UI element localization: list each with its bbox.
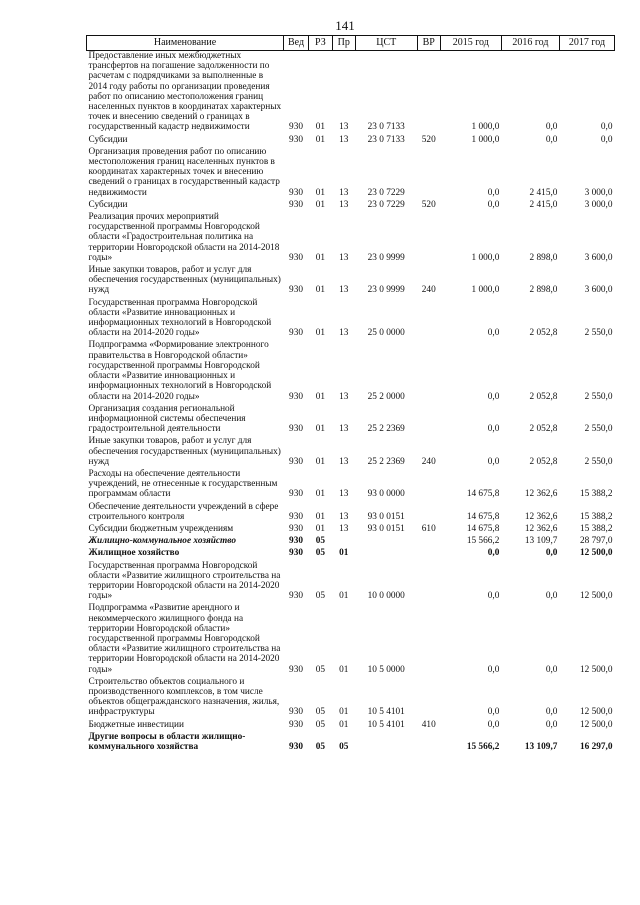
table-cell-pr: 13 xyxy=(339,285,349,296)
table-cell-vr: 410 xyxy=(421,719,436,730)
table-row xyxy=(87,147,615,200)
header-cst: ЦСТ xyxy=(355,36,417,51)
table-cell-cst: 23 0 9999 xyxy=(367,285,405,296)
table-row xyxy=(87,732,615,754)
table-cell-rz: 01 xyxy=(315,489,326,500)
header-rz: РЗ xyxy=(308,36,332,51)
table-cell-ved: 930 xyxy=(289,707,303,718)
table-cell-ved: 930 xyxy=(289,252,303,263)
table-cell-2016: 12 362,6 xyxy=(524,511,558,522)
table-cell-ved: 930 xyxy=(289,591,303,602)
table-cell-2015: 1 000,0 xyxy=(471,122,500,133)
table-cell-ved: 930 xyxy=(289,523,303,534)
table-cell-pr: 01 xyxy=(339,719,349,730)
table-cell-2017: 3 600,0 xyxy=(584,285,613,296)
table-cell-rz: 01 xyxy=(315,328,326,339)
table-cell-cst: 25 2 0000 xyxy=(367,391,405,402)
table-cell-pr: 13 xyxy=(339,328,349,339)
table-row xyxy=(87,436,615,469)
table-cell-2016: 12 362,6 xyxy=(524,489,558,500)
table-cell-cst: 93 0 0151 xyxy=(367,523,405,534)
budget-table xyxy=(86,35,615,754)
table-cell-2015: 15 566,2 xyxy=(466,536,500,547)
table-cell-pr: 13 xyxy=(339,511,349,522)
table-cell-2017: 15 388,2 xyxy=(579,489,613,500)
table-cell-vr xyxy=(417,603,440,676)
table-cell-pr xyxy=(332,536,355,548)
table-cell-cst xyxy=(355,548,417,560)
table-cell-rz: 05 xyxy=(315,664,326,675)
table-row xyxy=(87,548,615,560)
table-cell-2017: 3 000,0 xyxy=(584,187,613,198)
table-cell-2017: 0,0 xyxy=(600,122,613,133)
table-cell-2015: 0,0 xyxy=(487,391,500,402)
table-cell-pr: 05 xyxy=(339,742,349,752)
table-cell-name: Организация создания региональной информационной системы обеспечения градостроительной деятельности xyxy=(88,403,246,435)
table-cell-ved: 930 xyxy=(289,511,303,522)
table-cell-ved: 930 xyxy=(289,424,303,435)
table-cell-pr: 13 xyxy=(339,456,349,467)
header-name: Наименование xyxy=(87,36,284,51)
table-cell-pr: 01 xyxy=(339,664,349,675)
table-cell-2015: 0,0 xyxy=(487,719,500,730)
table-cell-rz: 01 xyxy=(315,134,326,145)
table-cell-2017: 12 500,0 xyxy=(579,591,613,602)
table-row xyxy=(87,51,615,135)
table-cell-2015: 0,0 xyxy=(487,424,500,435)
table-cell-2016: 2 052,8 xyxy=(529,456,558,467)
table-cell-name: Предоставление иных межбюджетных трансфертов на погашение задолженности по расчетам с подрядчиками за выполненные в 2014 году работы по организации проведения работ по описанию местоположения границ населенных пунктов в координатах характерных точек и внесению сведений о границах в государственный кадастр недвижимости xyxy=(88,51,282,133)
table-cell-2016: 0,0 xyxy=(545,548,558,559)
table-cell-ved: 930 xyxy=(289,742,303,752)
table-cell-pr: 13 xyxy=(339,252,349,263)
table-cell-vr: 520 xyxy=(421,199,436,210)
table-cell-name: Иные закупки товаров, работ и услуг для обеспечения государственных (муниципальных) нужд xyxy=(88,436,281,467)
table-cell-vr xyxy=(417,536,440,548)
page-number: 141 xyxy=(335,18,355,33)
table-row xyxy=(87,561,615,604)
table-cell-rz: 01 xyxy=(315,511,326,522)
table-cell-name: Расходы на обеспечение деятельности учреждений, не отнесенные к государственным программам области xyxy=(88,468,278,500)
table-cell-pr: 13 xyxy=(339,391,349,402)
table-cell-ved: 930 xyxy=(289,664,303,675)
table-cell-vr xyxy=(417,298,440,341)
table-header-row xyxy=(87,36,615,51)
table-cell-2016: 0,0 xyxy=(545,591,558,602)
table-cell-2017: 0,0 xyxy=(600,134,613,145)
table-cell-rz: 05 xyxy=(315,536,326,547)
table-cell-2015: 1 000,0 xyxy=(471,252,500,263)
table-cell-2016: 0,0 xyxy=(545,664,558,675)
table-cell-rz: 01 xyxy=(315,199,326,210)
table-row xyxy=(87,135,615,147)
table-cell-name: Обеспечение деятельности учреждений в сфере строительного контроля xyxy=(88,501,279,522)
table-cell-vr xyxy=(417,732,440,754)
table-cell-ved: 930 xyxy=(289,285,303,296)
table-cell-rz: 01 xyxy=(315,456,326,467)
header-2017: 2017 год xyxy=(559,36,614,51)
table-cell-vr: 240 xyxy=(421,285,436,296)
table-cell-2016: 12 362,6 xyxy=(524,523,558,534)
table-cell-2017: 15 388,2 xyxy=(579,523,613,534)
table-cell-name: Жилищное хозяйство xyxy=(88,548,180,559)
header-2015: 2015 год xyxy=(440,36,501,51)
table-cell-cst: 93 0 0000 xyxy=(367,489,405,500)
table-cell-name: Субсидии xyxy=(88,199,128,210)
table-cell-vr xyxy=(417,561,440,604)
table-row xyxy=(87,404,615,437)
table-cell-name: Иные закупки товаров, работ и услуг для обеспечения государственных (муниципальных) нужд xyxy=(88,265,281,296)
table-row xyxy=(87,200,615,212)
table-cell-ved: 930 xyxy=(289,456,303,467)
table-cell-2016: 2 052,8 xyxy=(529,328,558,339)
table-cell-name: Организация проведения работ по описанию местоположения границ населенных пунктов в координатах характерных точек и внесению сведений о границах в государственный кадастр недвижимости xyxy=(88,146,280,198)
table-cell-name: Другие вопросы в области жилищно-коммунального хозяйства xyxy=(88,731,246,752)
table-cell-2017: 12 500,0 xyxy=(579,664,613,675)
table-cell-vr xyxy=(417,340,440,403)
table-row xyxy=(87,536,615,548)
table-cell-vr: 240 xyxy=(421,456,436,467)
table-row xyxy=(87,502,615,524)
table-cell-2015: 0,0 xyxy=(487,328,500,339)
table-cell-cst: 10 5 4101 xyxy=(367,707,405,718)
table-cell-2015: 0,0 xyxy=(487,707,500,718)
header-pr: Пр xyxy=(332,36,355,51)
table-cell-vr xyxy=(417,502,440,524)
table-cell-cst: 23 0 9999 xyxy=(367,252,405,263)
table-cell-2017: 12 500,0 xyxy=(579,707,613,718)
table-cell-2015: 0,0 xyxy=(487,664,500,675)
table-cell-2016: 0,0 xyxy=(545,719,558,730)
table-row xyxy=(87,603,615,676)
table-cell-2017: 28 797,0 xyxy=(579,536,613,547)
table-cell-rz: 01 xyxy=(315,122,326,133)
table-cell-2016: 2 415,0 xyxy=(529,199,558,210)
table-cell-pr: 13 xyxy=(339,199,349,210)
table-cell-cst: 23 0 7133 xyxy=(367,122,405,133)
table-cell-vr xyxy=(417,147,440,200)
table-cell-2015: 0,0 xyxy=(487,199,500,210)
table-cell-name: Бюджетные инвестиции xyxy=(88,719,184,730)
table-cell-2015: 1 000,0 xyxy=(471,285,500,296)
table-cell-2017: 12 500,0 xyxy=(579,548,613,559)
table-cell-ved: 930 xyxy=(289,536,303,547)
table-cell-2016: 13 109,7 xyxy=(524,742,558,752)
table-cell-pr: 13 xyxy=(339,187,349,198)
table-cell-rz: 05 xyxy=(315,742,326,752)
table-cell-rz: 01 xyxy=(315,285,326,296)
table-cell-2016: 2 052,8 xyxy=(529,424,558,435)
table-cell-name: Подпрограмма «Развитие арендного и некоммерческого жилищного фонда на территории Новгородской области» государственной программы Новгородской области «Развитие жилищного строительства на территории Новгородской области на 2014-2020 годы» xyxy=(88,603,281,675)
table-row xyxy=(87,298,615,341)
table-row xyxy=(87,677,615,720)
table-cell-2016: 2 415,0 xyxy=(529,187,558,198)
table-cell-2015: 14 675,8 xyxy=(466,489,500,500)
header-vr: ВР xyxy=(417,36,440,51)
table-cell-name: Строительство объектов социального и производственного комплексов, в том числе объектов общегражданского назначения, жилья, инфраструктуры xyxy=(88,676,280,718)
table-cell-ved: 930 xyxy=(289,199,303,210)
table-cell-vr xyxy=(417,404,440,437)
table-row xyxy=(87,340,615,403)
table-cell-ved: 930 xyxy=(289,187,303,198)
table-cell-2016: 0,0 xyxy=(545,134,558,145)
table-cell-2017: 15 388,2 xyxy=(579,511,613,522)
table-cell-cst xyxy=(355,536,417,548)
table-cell-2016: 2 898,0 xyxy=(529,252,558,263)
table-cell-vr xyxy=(417,212,440,265)
table-cell-2017: 16 297,0 xyxy=(579,742,613,752)
table-cell-cst: 23 0 7229 xyxy=(367,199,405,210)
table-cell-vr xyxy=(417,677,440,720)
table-cell-vr xyxy=(417,51,440,135)
table-cell-pr: 13 xyxy=(339,122,349,133)
table-row xyxy=(87,265,615,298)
table-cell-vr xyxy=(417,548,440,560)
table-cell-vr: 610 xyxy=(421,523,436,534)
table-row xyxy=(87,212,615,265)
table-cell-2016: 2 052,8 xyxy=(529,391,558,402)
table-cell-cst: 25 2 2369 xyxy=(367,424,405,435)
table-cell-cst: 10 5 4101 xyxy=(367,719,405,730)
table-cell-ved: 930 xyxy=(289,391,303,402)
table-cell-rz: 01 xyxy=(315,391,326,402)
table-cell-ved: 930 xyxy=(289,548,303,559)
header-2016: 2016 год xyxy=(501,36,559,51)
table-cell-cst: 10 5 0000 xyxy=(367,664,405,675)
table-cell-pr: 01 xyxy=(339,707,349,718)
table-cell-pr: 13 xyxy=(339,489,349,500)
table-cell-2015: 0,0 xyxy=(487,187,500,198)
table-cell-rz: 05 xyxy=(315,548,326,559)
table-cell-name: Субсидии бюджетным учреждениям xyxy=(88,523,234,534)
table-cell-2015: 0,0 xyxy=(487,591,500,602)
table-cell-2016: 0,0 xyxy=(545,707,558,718)
table-cell-pr: 01 xyxy=(339,548,349,559)
table-cell-vr: 520 xyxy=(421,134,436,145)
table-cell-rz: 01 xyxy=(315,424,326,435)
table-cell-2015: 15 566,2 xyxy=(466,742,500,752)
table-cell-2016: 13 109,7 xyxy=(524,536,558,547)
table-cell-ved: 930 xyxy=(289,489,303,500)
table-cell-vr xyxy=(417,469,440,502)
table-cell-2017: 2 550,0 xyxy=(584,424,613,435)
table-cell-pr: 13 xyxy=(339,424,349,435)
table-cell-2017: 2 550,0 xyxy=(584,391,613,402)
table-cell-2016: 2 898,0 xyxy=(529,285,558,296)
table-cell-ved: 930 xyxy=(289,134,303,145)
table-cell-cst: 25 0 0000 xyxy=(367,328,405,339)
table-cell-rz: 05 xyxy=(315,591,326,602)
table-cell-2017: 2 550,0 xyxy=(584,456,613,467)
table-cell-name: Жилищно-коммунальное хозяйство xyxy=(88,536,236,547)
table-cell-ved: 930 xyxy=(289,328,303,339)
table-cell-rz: 01 xyxy=(315,252,326,263)
table-cell-2017: 3 600,0 xyxy=(584,252,613,263)
table-row xyxy=(87,469,615,502)
table-cell-cst xyxy=(355,732,417,754)
table-cell-rz: 01 xyxy=(315,187,326,198)
table-cell-2015: 1 000,0 xyxy=(471,134,500,145)
table-cell-name: Государственная программа Новгородской области «Развитие инновационных и информационных технологий в Новгородской области на 2014-2020 годы» xyxy=(88,297,272,339)
table-cell-ved: 930 xyxy=(289,719,303,730)
table-cell-2015: 0,0 xyxy=(487,456,500,467)
table-cell-rz: 05 xyxy=(315,719,326,730)
table-cell-2017: 12 500,0 xyxy=(579,719,613,730)
table-cell-cst: 23 0 7229 xyxy=(367,187,405,198)
table-cell-2015: 14 675,8 xyxy=(466,511,500,522)
table-cell-name: Реализация прочих мероприятий государственной программы Новгородской области «Градостроительная политика на территории Новгородской области на 2014-2018 годы» xyxy=(88,212,280,263)
header-ved: Вед xyxy=(284,36,309,51)
table-cell-pr: 01 xyxy=(339,591,349,602)
table-cell-cst: 93 0 0151 xyxy=(367,511,405,522)
table-cell-cst: 10 0 0000 xyxy=(367,591,405,602)
table-cell-cst: 25 2 2369 xyxy=(367,456,405,467)
table-cell-2015: 14 675,8 xyxy=(466,523,500,534)
table-cell-ved: 930 xyxy=(289,122,303,133)
table-row xyxy=(87,524,615,536)
table-cell-2016: 0,0 xyxy=(545,122,558,133)
table-cell-2015: 0,0 xyxy=(487,548,500,559)
table-cell-pr: 13 xyxy=(339,523,349,534)
table-cell-rz: 01 xyxy=(315,523,326,534)
table-cell-name: Подпрограмма «Формирование электронного правительства в Новгородской области» государственной программы Новгородской области «Развитие инновационных и информационных технологий в Новгородской области на 2014-2020 годы» xyxy=(88,340,272,402)
table-cell-cst: 23 0 7133 xyxy=(367,134,405,145)
table-cell-rz: 05 xyxy=(315,707,326,718)
table-cell-pr: 13 xyxy=(339,134,349,145)
table-cell-2017: 2 550,0 xyxy=(584,328,613,339)
table-cell-name: Государственная программа Новгородской области «Развитие жилищного строительства на территории Новгородской области на 2014-2020 годы» xyxy=(88,560,281,602)
table-row xyxy=(87,720,615,732)
table-cell-name: Субсидии xyxy=(88,134,128,145)
table-cell-2017: 3 000,0 xyxy=(584,199,613,210)
